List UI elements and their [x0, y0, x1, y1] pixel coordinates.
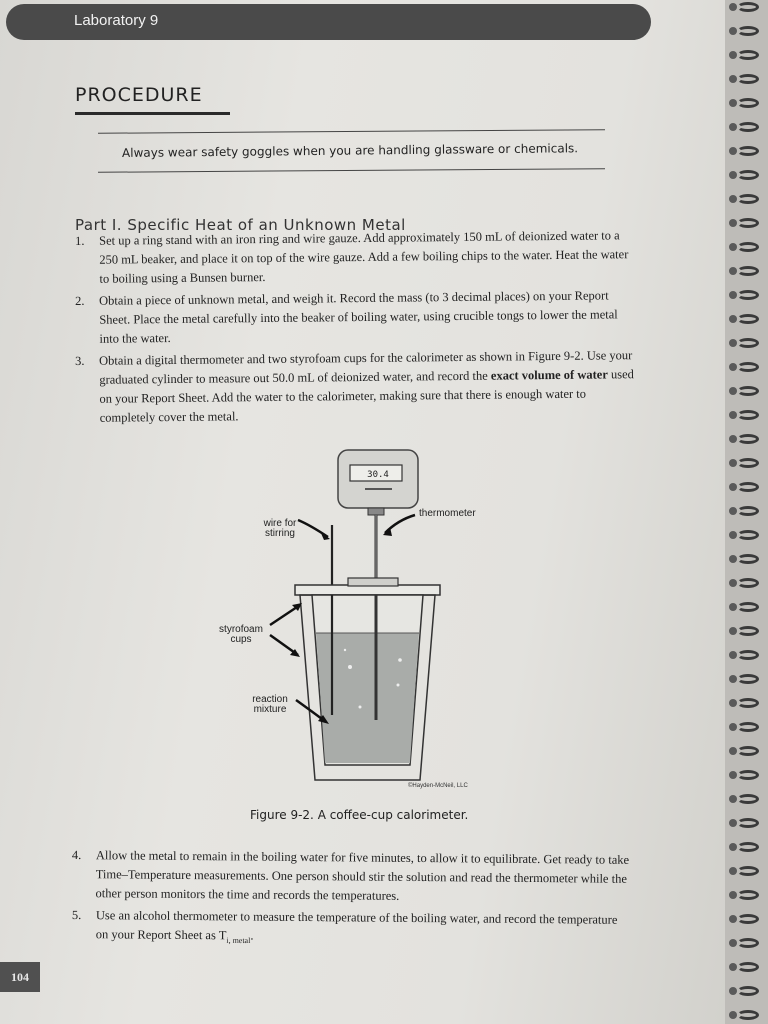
binding-ring [737, 266, 759, 276]
binding-hole [729, 27, 737, 35]
binding-hole [729, 363, 737, 371]
binding-hole [729, 795, 737, 803]
binding-hole [729, 171, 737, 179]
binding-hole [729, 939, 737, 947]
binding-ring [737, 842, 759, 852]
binding-ring [737, 122, 759, 132]
lid-stopper [348, 578, 398, 586]
procedure-title: PROCEDURE [75, 84, 203, 106]
binding-ring [737, 986, 759, 996]
binding-hole [729, 291, 737, 299]
binding-hole [729, 51, 737, 59]
safety-rule-bottom [98, 168, 605, 173]
binding-hole [729, 411, 737, 419]
binding-hole [729, 219, 737, 227]
binding-ring [737, 938, 759, 948]
binding-hole [729, 267, 737, 275]
step-text: Obtain a piece of unknown metal, and weigh it. Record the mass (to 3 decimal places) on your Report Sheet. Place the metal carefully into the beaker of boiling water, using crucible tongs to lower the metal into the water. [99, 288, 618, 346]
step-2 [75, 286, 636, 349]
step-1 [75, 226, 636, 289]
label-thermometer: thermometer [419, 508, 476, 519]
binding-ring [737, 482, 759, 492]
binding-hole [729, 723, 737, 731]
label-wire-for-stirring: wire for stirring [263, 518, 297, 539]
binding-hole [729, 339, 737, 347]
label-styrofoam-cups: styrofoam cups [219, 624, 263, 645]
binding-hole [729, 507, 737, 515]
binding-ring [737, 530, 759, 540]
binding-ring [737, 746, 759, 756]
subscript: i, metal [226, 935, 251, 946]
binding-hole [729, 531, 737, 539]
binding-ring [737, 770, 759, 780]
binding-hole [729, 579, 737, 587]
calorimeter-diagram [210, 445, 500, 795]
binding-ring [737, 74, 759, 84]
binding-hole [729, 771, 737, 779]
binding-ring [737, 650, 759, 660]
binding-ring [737, 338, 759, 348]
binding-ring [737, 146, 759, 156]
binding-ring [737, 458, 759, 468]
binding-ring [737, 362, 759, 372]
step-text: Set up a ring stand with an iron ring and wire gauze. Add approximately 150 mL of deionized water to a 250 mL beaker, and place it on top of the wire gauze. Add a few boiling chips to the water. Heat the water to boiling using a Bunsen burner. [99, 228, 629, 286]
binding-hole [729, 3, 737, 11]
binding-ring [737, 1010, 759, 1020]
binding-ring [737, 194, 759, 204]
binding-hole [729, 123, 737, 131]
binding-hole [729, 603, 737, 611]
caption-text: A coffee-cup calorimeter. [313, 808, 469, 822]
figure-caption [250, 808, 468, 822]
calorimeter-figure [210, 445, 500, 795]
binding-hole [729, 75, 737, 83]
binding-ring [737, 314, 759, 324]
binding-ring [737, 722, 759, 732]
binding-hole [729, 963, 737, 971]
label-reaction-mixture: reaction mixture [252, 694, 288, 715]
step-number: 1. [75, 233, 85, 248]
step-text: Use an alcohol thermometer to measure the temperature of the boiling water, and record the temperature on your Report Sheet as $T_{i, metal}$. [95, 908, 618, 946]
binding-hole [729, 243, 737, 251]
safety-rule-top [98, 129, 605, 134]
binding-ring [737, 98, 759, 108]
binding-ring [737, 674, 759, 684]
binding-ring [737, 602, 759, 612]
binding-ring [737, 170, 759, 180]
step-3 [75, 346, 636, 428]
binding-ring [737, 818, 759, 828]
step-number: 5. [71, 907, 82, 923]
binding-ring [737, 290, 759, 300]
binding-ring [737, 50, 759, 60]
binding-hole [729, 675, 737, 683]
binding-ring [737, 866, 759, 876]
step-text: Allow the metal to remain in the boiling water for five minutes, to allow it to equilibrate. Get ready to take Time–Temperature measurements. One person should stir the solution and read the thermometer while the other person monitors the time and records the temperatures. [95, 848, 630, 903]
binding-hole [729, 1011, 737, 1019]
chapter-title: Laboratory 9 [74, 12, 159, 29]
binding-hole [729, 195, 737, 203]
binding-ring [737, 890, 759, 900]
chapter-header-bar [6, 4, 651, 40]
bold-phrase: exact volume of water [490, 367, 608, 383]
part-heading: Part I. Specific Heat of an Unknown Metal [75, 216, 406, 234]
binding-ring [737, 218, 759, 228]
binding-ring [737, 2, 759, 12]
probe-connector [368, 508, 384, 515]
binding-hole [729, 99, 737, 107]
binding-hole [729, 315, 737, 323]
step-number: 2. [75, 293, 85, 308]
binding-hole [729, 435, 737, 443]
binding-ring [737, 794, 759, 804]
binding-hole [729, 747, 737, 755]
step-text: Obtain a digital thermometer and two styrofoam cups for the calorimeter as shown in Figure 9-2. Use your graduated cylinder to measure out 50.0 mL of deionized water, and record the exact volume of water used on your Report Sheet. Add the water to the calorimeter, making sure that there is enough water to completely cover the metal. [99, 348, 634, 425]
binding-ring [737, 410, 759, 420]
binding-hole [729, 915, 737, 923]
step-4 [72, 846, 632, 908]
binding-ring [737, 914, 759, 924]
binding-hole [729, 147, 737, 155]
binding-hole [729, 627, 737, 635]
binding-hole [729, 699, 737, 707]
binding-ring [737, 962, 759, 972]
binding-hole [729, 555, 737, 563]
binding-ring [737, 386, 759, 396]
binding-hole [729, 891, 737, 899]
binding-hole [729, 459, 737, 467]
spiral-binding [725, 0, 768, 1024]
page-number: 104 [0, 962, 40, 992]
binding-hole [729, 819, 737, 827]
step-5 [72, 906, 632, 953]
binding-ring [737, 626, 759, 636]
binding-ring [737, 578, 759, 588]
safety-note: Always wear safety goggles when you are handling glassware or chemicals. [121, 141, 579, 160]
binding-hole [729, 843, 737, 851]
figure-copyright: ©Hayden-McNeil, LLC [408, 783, 468, 789]
binding-ring [737, 242, 759, 252]
binding-hole [729, 483, 737, 491]
binding-hole [729, 387, 737, 395]
binding-ring [737, 698, 759, 708]
thermometer-reading: 30.4 [367, 470, 389, 480]
step-number: 4. [71, 847, 82, 863]
binding-ring [737, 434, 759, 444]
binding-ring [737, 506, 759, 516]
caption-prefix: Figure 9-2. [250, 808, 314, 822]
title-underline [75, 112, 230, 115]
binding-hole [729, 651, 737, 659]
binding-hole [729, 987, 737, 995]
binding-ring [737, 26, 759, 36]
binding-hole [729, 867, 737, 875]
binding-ring [737, 554, 759, 564]
step-number: 3. [75, 353, 85, 368]
